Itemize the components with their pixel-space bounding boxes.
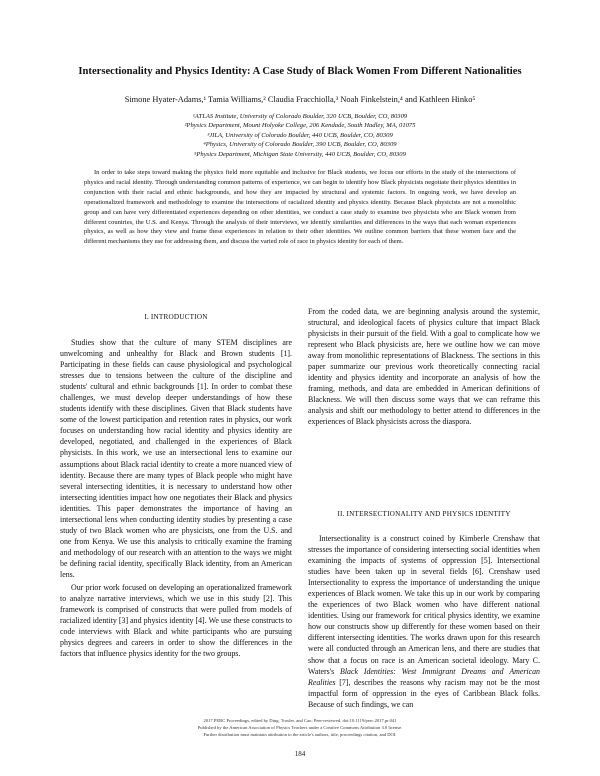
section-heading-intersectionality: II. INTERSECTIONALITY AND PHYSICS IDENTITY [337,510,511,518]
paragraph: Studies show that the culture of many STEM disciplines are unwelcoming and unhealthy for Black and Brown students [1]. Participating in these fields can cause physiological and psychological stresses due to tensions between the culture of the discipline and students' cultural and ethnic backgrounds [1]. In order to combat these challenges, we must develop deeper understandings of how these students identify with these disciplines. Given that Black students have some of the lowest participation and retention rates in physics, our work focuses on understanding how racial identity and physics identity are developed, negotiated, and challenged in the experiences of Black physicists. In this work, we use an intersectional lens to examine our assumptions about Black racial identity to create a more nuanced view of identity. Because there are many types of Black people who might have several intersecting identities, it is necessary to understand how other intersecting identities impact how one negotiates their Black and physics identities. This paper demonstrates the importance of having an intersectional lens when conducting identity studies by presenting a case study of two Black women who are physicists, one from the U.S. and one from Kenya. We use this analysis to critically examine the framing and methodology of our research with an attention to the ways we might be defining racial identity, specifically Black identity, from an American lens. [60,338,292,579]
affiliation: ³JILA, University of Colorado Boulder, 440 UCB, Boulder, CO, 80309 [207,131,393,139]
publication-footer [60,717,540,738]
affiliation: ⁴Physics, University of Colorado Boulder, 390 UCB, Boulder, CO, 80309 [203,141,397,149]
paragraph: Our prior work focused on developing an operationalized framework to analyze narrative interviews, which we use in this study [2]. This framework is comprised of constructs that were pulled from models of racialized identity [3] and physics identity [4]. We use these constructs to code interviews with Black and white participants who are pursuing physics degrees and careers in order to show the differences in the factors that influence physics identity for the two groups. [60,583,292,659]
abstract: In order to take steps toward making the physics field more equitable and inclusive for Black students, we focus our efforts in the study of the intersections of physics and racial identity. Through understanding common patterns of experience, we can begin to identify how Black physicists negotiate their physics identities in conjunction with their racial and ethnic backgrounds, and how they are impacted by structural and systemic factors. In ongoing work, we have develop an operationalized framework and methodology to examine the intersections of racialized identity and physics identity. Because Black physicists are not a monolithic group and can have very differentiated experiences depending on other identities, we conduct a case study to examine two physicists who are Black women from different countries, the U.S. and Kenya. Through the analysis of their interviews, we identify similarities and differences in the ways that each woman experiences physics, as well as how they view and frame these experiences in relation to their other identities. We outline common barriers that these women face and the different mechanisms they use for addressing them, and discuss the varied role of race in physics identity for each of them. [84,169,516,246]
footer-line: 2017 PERC Proceedings, edited by Ding, Traxler, and Cao; Peer-reviewed, doi:10.1119/perc.2017.pr.041 [203,718,397,723]
right-column-top [308,306,540,428]
section-heading-introduction: I. INTRODUCTION [144,313,208,321]
left-column [60,337,292,659]
affiliation: ²Physics Department, Mount Holyoke College, 206 Kendade, South Hadley, MA, 01075 [184,122,416,130]
author-list: Simone Hyater-Adams,¹ Tamia Williams,² Claudia Fracchiolla,³ Noah Finkelstein,⁴ and Kathleen Hinko⁵ [124,95,476,104]
page-number: 184 [294,750,306,758]
paragraph-continued: From the coded data, we are beginning analysis around the systemic, structural, and ideological facets of physics culture that impact Black physicists in their pursuit of the field. With a goal to complicate how we represent who Black physicists are, here we outline how we can move away from monolithic representations of Blackness. The sections in this paper summarize our previous work theoretically connecting racial identity and physics identity and incorporate an analysis of how the framing, methods, and data are embedded in American definitions of Blackness. We will then discuss some ways that we can reframe this analysis and shift our methodology to better attend to differences in the experiences of Black physicists across the diaspora. [308,307,540,427]
affiliation: ¹ATLAS Institute, University of Colorado Boulder, 320 UCB, Boulder, CO, 80309 [192,113,408,120]
paragraph [308,533,540,710]
paragraph-text: Intersectionality is a construct coined by Kimberle Crenshaw that stresses the importance of considering intersecting social identities when examining the impacts of systems of oppression [5]. Intersectional studies have been taken up in several fields [6]. Crenshaw used Intersectionality to express the importance of understanding the unique experiences of Black women. We take this up in our work by comparing the experiences of two Black women who have different national identities. Using our framework for critical physics identity, we examine how our constructs show up differently for these women based on their different intersecting identities. The works drawn upon for this research were all conducted through an American lens, and there are studies that show that a focus on race is an American societal ideology. Mary C. Waters's [308,534,540,676]
paragraph-text: [7], describes the reasons why racism may not be the most impactful form of oppression in the eyes of Caribbean Black folks. Because of such findings, we can [308,677,540,709]
footer-line: Published by the American Association of Physics Teachers under a Creative Commons Attribution 3.0 license. [197,725,403,730]
book-title: Black Identities: West Immigrant Dreams and American Realities [308,666,540,687]
paper-title: Intersectionality and Physics Identity: A Case Study of Black Women From Different Nationalities [78,66,522,77]
affiliations [40,112,560,159]
affiliation: ⁵Physics Department, Michigan State University, 440 UCB, Boulder, CO, 80309 [194,150,406,158]
right-column-bottom [308,533,540,710]
footer-line: Further distribution must maintain attribution to the article's authors, title, proceedings citation, and DOI. [203,732,397,737]
